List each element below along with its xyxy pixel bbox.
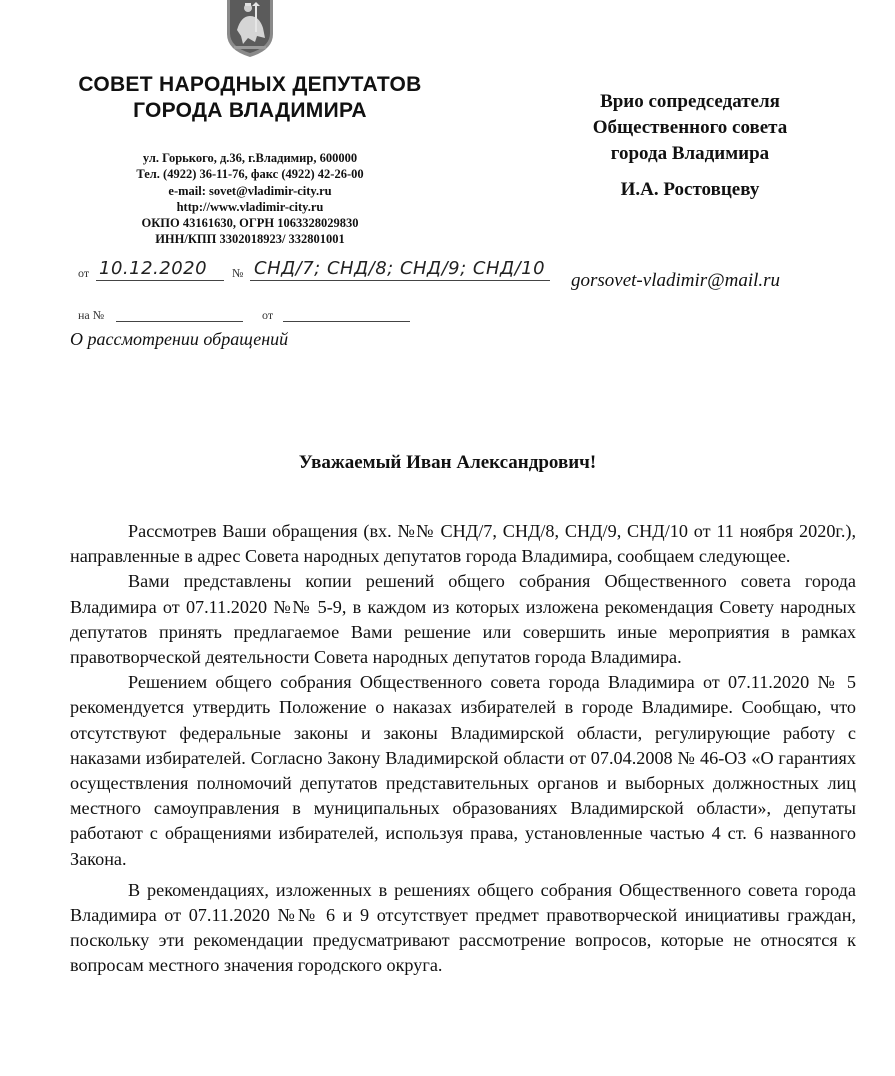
outgoing-date-handwritten: 10.12.2020: [99, 258, 208, 279]
contact-phone: Тел. (4922) 36-11-76, факс (4922) 42-26-00: [136, 167, 364, 182]
letter-subject: О рассмотрении обращений: [70, 329, 289, 349]
organization-name: [60, 72, 440, 124]
addressee-line-1: Врио сопредседателя: [600, 91, 780, 112]
body-paragraph: Решением общего собрания Общественного совета города Владимира от 07.11.2020 № 5 рекомендуется утвердить Положение о наказах избирателей в городе Владимире. Сообщаю, что отсутствуют федеральные законы и законы Владимирской области, регулирующие работу с наказами избирателей. Согласно Закону Владимирской области от 07.04.2008 № 46-ОЗ «О гарантиях осуществления полномочий депутатов представительных органов и выборных должностных лиц местного самоуправления в муниципальных образованиях Владимирской области», депутаты работают с обращениями избирателей, используя права, установленные частью 4 ст. 6 названного Закона.: [70, 672, 856, 869]
sender-email: gorsovet-vladimir@mail.ru: [571, 270, 781, 291]
letter-body: [70, 519, 856, 979]
outgoing-number-handwritten: СНД/7; СНД/8; СНД/9; СНД/10: [254, 258, 546, 279]
contact-tax-codes: ИНН/КПП 3302018923/ 332801001: [155, 232, 345, 247]
organization-name-line-1: СОВЕТ НАРОДНЫХ ДЕПУТАТОВ: [78, 73, 422, 96]
addressee-line-2: Общественного совета: [592, 117, 788, 138]
letter-greeting: Уважаемый Иван Александрович!: [298, 452, 597, 473]
city-coat-of-arms-emblem: [221, 0, 279, 58]
contact-address: ул. Горького, д.36, г.Владимир, 600000: [142, 151, 358, 165]
body-paragraph: Вами представлены копии решений общего собрания Общественного совета города Владимира от 07.11.2020 №№ 5-9, в каждом из которых изложена рекомендация Совету народных депутатов принять предлагаемое Вами решение или совершить иные мероприятия в рамках правотворческой деятельности Совета народных депутатов города Владимира.: [70, 571, 856, 668]
reference-number-label: на №: [78, 308, 105, 322]
reference-date-blank: [283, 321, 410, 322]
outgoing-date-label: от: [78, 266, 90, 280]
reference-number-blank: [116, 321, 243, 322]
body-paragraph: Рассмотрев Ваши обращения (вх. №№ СНД/7, СНД/8, СНД/9, СНД/10 от 11 ноября 2020г.), направленные в адрес Совета народных депутатов города Владимира, сообщаем следующее.: [70, 521, 856, 567]
addressee-line-3: города Владимира: [610, 143, 770, 164]
contact-registration-codes: ОКПО 43161630, ОГРН 1063328029830: [141, 216, 359, 231]
contact-website: http://www.vladimir-city.ru: [176, 199, 324, 214]
addressee-name: И.А. Ростовцеву: [620, 179, 760, 200]
outgoing-date-underline: [96, 280, 224, 281]
addressee-block: [530, 89, 850, 203]
organization-contacts: [60, 150, 440, 248]
outgoing-number-underline: [250, 280, 550, 281]
body-paragraph: В рекомендациях, изложенных в решениях общего собрания Общественного совета города Владимира от 07.11.2020 №№ 6 и 9 отсутствует предмет правотворческой инициативы граждан, поскольку эти рекомендации предусматривают рассмотрение вопросов, которые не относятся к вопросам местного значения городского округа.: [70, 879, 856, 976]
contact-email: e-mail: sovet@vladimir-city.ru: [168, 183, 332, 198]
reference-date-label: от: [262, 308, 274, 322]
outgoing-number-label: №: [232, 266, 244, 280]
organization-name-line-2: ГОРОДА ВЛАДИМИРА: [133, 99, 367, 122]
